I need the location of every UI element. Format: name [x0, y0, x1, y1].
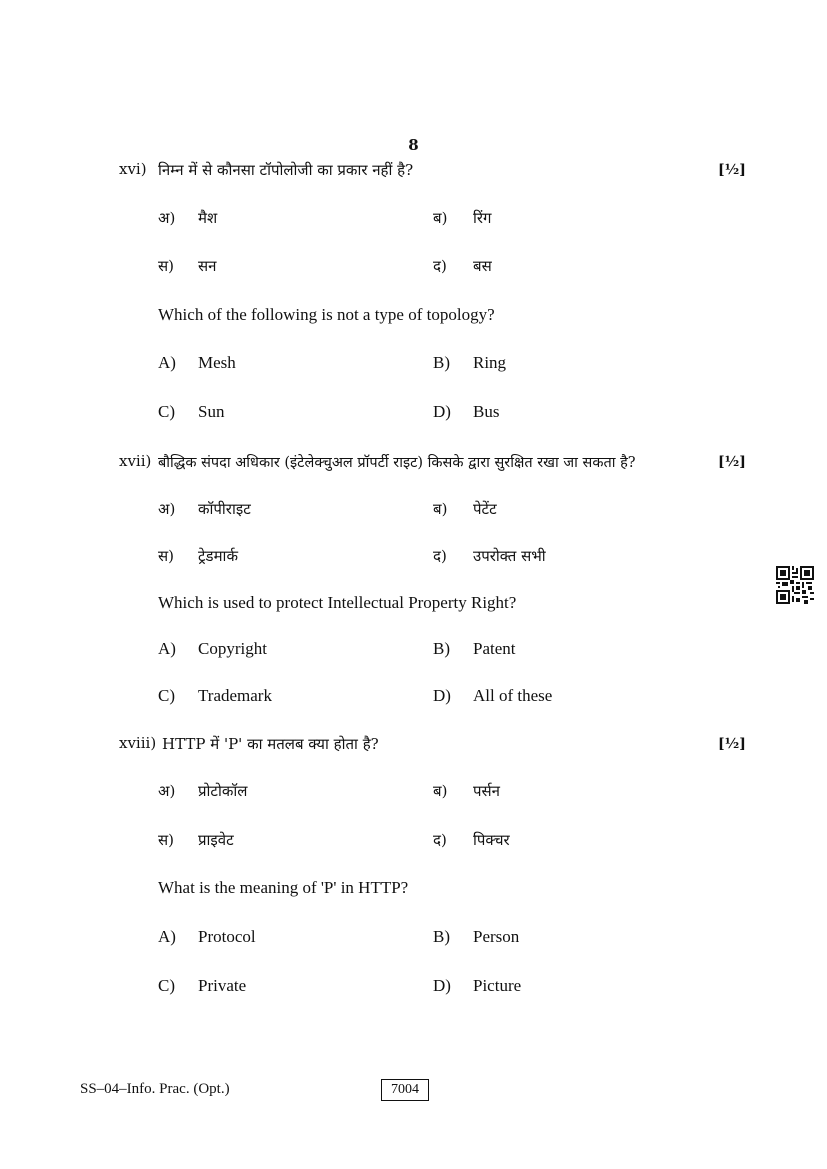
option-text: पिक्चर	[473, 831, 510, 849]
option-label: ब)	[433, 782, 448, 800]
question-text-english: Which of the following is not a type of topology?	[158, 305, 495, 324]
option-label: B)	[433, 639, 450, 658]
option-label: D)	[433, 976, 451, 995]
option-label: B)	[433, 927, 450, 946]
option-label: स)	[158, 257, 174, 275]
option-label: स)	[158, 831, 174, 849]
option-label: D)	[433, 402, 451, 421]
question-number: xvi)	[119, 160, 147, 178]
option-text: All of these	[473, 686, 553, 705]
option-label: D)	[433, 686, 451, 705]
option-text: Person	[473, 927, 520, 946]
option-text: पेटेंट	[473, 500, 497, 518]
option-label: स)	[158, 547, 174, 565]
option-text: Protocol	[198, 927, 256, 946]
option-text: Patent	[473, 639, 516, 658]
option-text: रिंग	[473, 209, 492, 227]
question-number: xviii)	[119, 734, 157, 752]
option-label: ब)	[433, 500, 448, 518]
option-label: A)	[158, 927, 176, 946]
question-text-english: Which is used to protect Intellectual Property Right?	[158, 593, 517, 612]
option-text: बस	[473, 257, 492, 275]
page-number: 8	[408, 136, 419, 154]
option-text: Trademark	[198, 686, 272, 705]
option-label: ब)	[433, 209, 448, 227]
option-label: अ)	[158, 782, 176, 800]
question-text-hindi: निम्न में से कौनसा टॉपोलोजी का प्रकार नहीं है?	[158, 161, 414, 179]
option-text: सन	[198, 257, 217, 275]
question-text-english: What is the meaning of 'P' in HTTP?	[158, 878, 409, 897]
option-text: Copyright	[198, 639, 267, 658]
question-text-hindi: बौद्धिक संपदा अधिकार (इंटेलेक्चुअल प्रॉपर्टी राइट) किसके द्वारा सुरक्षित रखा जा सकता है?	[158, 455, 636, 471]
option-text: Sun	[198, 402, 225, 421]
question-number: xvii)	[119, 452, 152, 470]
option-text: Mesh	[198, 353, 236, 372]
option-text: Picture	[473, 976, 522, 995]
option-text: मैश	[198, 209, 218, 227]
option-label: अ)	[158, 209, 176, 227]
option-text: Bus	[473, 402, 500, 421]
option-label: द)	[433, 831, 447, 849]
option-label: द)	[433, 547, 447, 565]
option-text: Private	[198, 976, 247, 995]
option-label: A)	[158, 353, 176, 372]
option-label: C)	[158, 686, 175, 705]
marks-label: [½]	[718, 162, 746, 178]
option-text: पर्सन	[473, 782, 500, 800]
option-label: C)	[158, 402, 175, 421]
option-label: C)	[158, 976, 175, 995]
option-label: B)	[433, 353, 450, 372]
option-text: उपरोक्त सभी	[473, 547, 546, 565]
option-label: द)	[433, 257, 447, 275]
option-text: ट्रेडमार्क	[198, 547, 238, 565]
option-label: A)	[158, 639, 176, 658]
option-text: प्राइवेट	[198, 831, 234, 849]
marks-label: [½]	[718, 736, 746, 752]
option-text: Ring	[473, 353, 507, 372]
marks-label: [½]	[718, 454, 746, 470]
option-text: प्रोटोकॉल	[198, 782, 248, 800]
option-label: अ)	[158, 500, 176, 518]
question-text-hindi: HTTP में 'P' का मतलब क्या होता है?	[162, 735, 379, 753]
footer-paper-code: 7004	[381, 1079, 429, 1101]
qr-code-icon	[776, 566, 814, 604]
option-text: कॉपीराइट	[198, 500, 251, 518]
footer-subject: SS–04–Info. Prac. (Opt.)	[80, 1081, 230, 1097]
